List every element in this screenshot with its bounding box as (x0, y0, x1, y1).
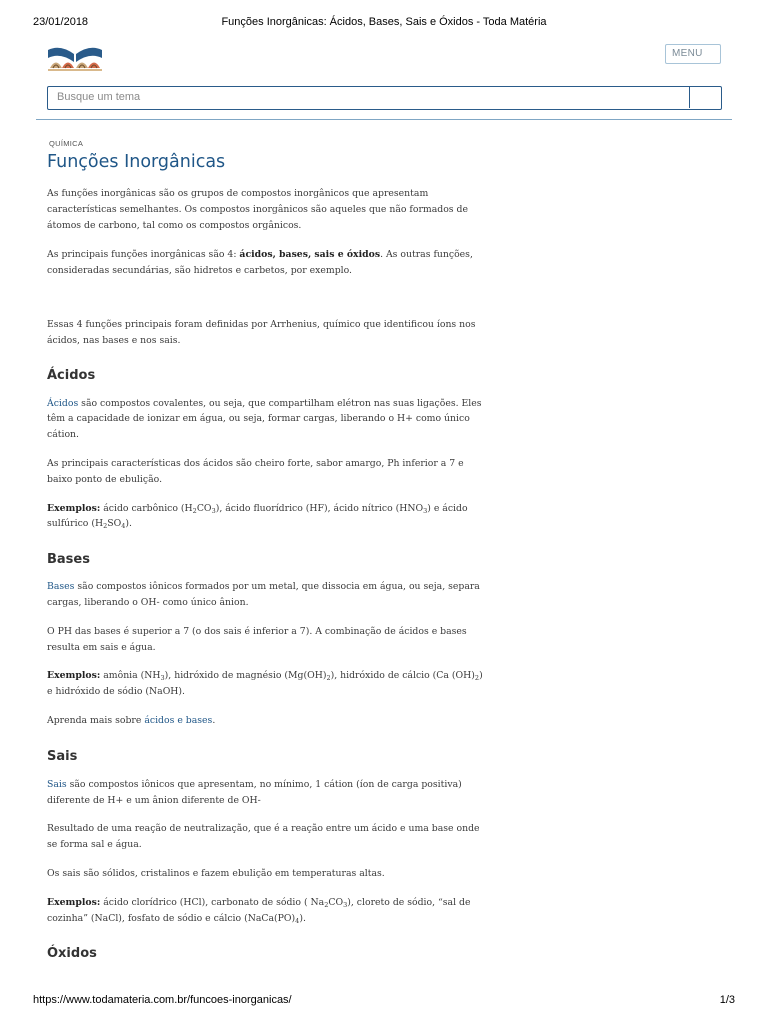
section-heading-oxidos: Óxidos (47, 946, 97, 962)
section-heading-sais: Sais (47, 748, 78, 764)
print-date: 23/01/2018 (33, 16, 89, 28)
example-text: ), cloreto de sódio, “sal de cozinha” (NaCl), fosfato de sódio e cálcio (NaCa(PO) (47, 896, 471, 924)
sais-paragraph-2: Resultado de uma reação de neutralização, que é a reação entre um ácido e uma base onde se forma sal e água. (47, 823, 480, 851)
examples-label: Exemplos: (47, 670, 101, 682)
acidos-paragraph-2: As principais características dos ácidos são cheiro forte, sabor amargo, Ph inferior a 7 e baixo ponto de ebulição. (47, 457, 464, 485)
intro-2-text: As principais funções inorgânicas são 4: (47, 249, 240, 261)
print-footer (0, 994, 768, 1010)
acidos-e-bases-link[interactable]: ácidos e bases (144, 714, 213, 726)
subscript: 2 (326, 674, 331, 683)
sais-paragraph-3: Os sais são sólidos, cristalinos e fazem ebulição em temperaturas altas. (47, 867, 385, 879)
example-text: ), hidróxido de magnésio (Mg(OH) (164, 670, 327, 682)
acidos-paragraph-1 (47, 396, 487, 443)
examples-label: Exemplos: (47, 896, 101, 908)
example-text: ), ácido fluorídrico (HF), ácido nítrico (HNO (215, 502, 424, 514)
bases-learn-more (47, 713, 487, 729)
intro-paragraph-3: Essas 4 funções principais foram definidas por Arrhenius, químico que identificou íons nos ácidos, nas bases e nos sais. (47, 318, 476, 346)
print-header (0, 16, 768, 32)
subscript: 3 (160, 674, 165, 683)
sais-paragraph-1 (47, 777, 487, 809)
category-label[interactable]: QUÍMICA (49, 139, 84, 148)
bases-paragraph-2: O PH das bases é superior a 7 (o dos sais é inferior a 7). A combinação de ácidos e bases resulta em sais e água. (47, 625, 467, 653)
intro-2-bold: ácidos, bases, sais e óxidos (239, 249, 381, 261)
acidos-p1-text: são compostos covalentes, ou seja, que compartilham elétron nas suas ligações. Eles têm a capacidade de ionizar em água, ou seja, formar cargas, liberando o H+ como único cátion. (47, 397, 482, 441)
bases-paragraph-1 (47, 579, 487, 611)
subscript: 3 (423, 506, 428, 515)
section-heading-acidos: Ácidos (47, 367, 96, 383)
example-text: ) e ácido sulfúrico (H (47, 502, 468, 530)
page-number: 1/3 (719, 994, 735, 1006)
search-button[interactable] (689, 87, 721, 108)
article-content (47, 186, 487, 963)
intro-paragraph-1: As funções inorgânicas são os grupos de compostos inorgânicos que apresentam características semelhantes. Os compostos inorgânicos são aqueles que não formados de átomos de carbono, tal como os compostos orgânicos. (47, 188, 468, 231)
bases-link[interactable]: Bases (47, 581, 75, 593)
learn-more-end: . (212, 714, 216, 726)
sais-examples (47, 895, 487, 927)
acidos-examples (47, 501, 487, 533)
example-text: CO (328, 896, 344, 908)
site-logo-icon[interactable] (46, 42, 104, 76)
print-url: https://www.todamateria.com.br/funcoes-inorganicas/ (33, 994, 292, 1006)
acidos-link[interactable]: Ácidos (47, 397, 79, 409)
search-input[interactable]: Busque um tema (57, 91, 141, 103)
header-divider (36, 119, 732, 120)
example-text: ). (299, 912, 306, 924)
sais-link[interactable]: Sais (47, 778, 67, 790)
examples-label: Exemplos: (47, 502, 101, 514)
bases-p1-text: são compostos iônicos formados por um metal, que dissocia em água, ou seja, separa cargas, liberando o OH- como único ânion. (47, 581, 480, 608)
section-heading-bases: Bases (47, 552, 90, 568)
subscript: 3 (211, 506, 216, 515)
subscript: 4 (295, 916, 300, 925)
intro-paragraph-2 (47, 247, 487, 279)
bases-examples (47, 668, 487, 700)
example-text: ), hidróxido de cálcio (Ca (OH) (330, 670, 475, 682)
learn-more-text: Aprenda mais sobre (47, 714, 145, 726)
search-box[interactable] (47, 86, 722, 110)
sais-p1-text: são compostos iônicos que apresentam, no mínimo, 1 cátion (íon de carga positiva) diferente de H+ e um ânion diferente de OH- (47, 778, 462, 806)
example-text: ) e hidróxido de sódio (NaOH). (47, 670, 483, 698)
subscript: 2 (103, 522, 108, 531)
subscript: 2 (474, 674, 480, 683)
subscript: 3 (343, 900, 348, 909)
subscript: 4 (121, 522, 126, 531)
example-text: CO (196, 502, 212, 514)
example-text: ácido clorídrico (HCl), carbonato de sódio ( Na (100, 896, 325, 908)
menu-button[interactable]: MENU (665, 44, 721, 64)
example-text: ). (125, 518, 132, 530)
example-text: amônia (NH (100, 670, 161, 682)
subscript: 2 (324, 900, 329, 909)
intro-2-text-end: . As outras funções, consideradas secundárias, são hidretos e carbetos, por exemplo. (47, 249, 473, 277)
print-document-title: Funções Inorgânicas: Ácidos, Bases, Sais e Óxidos - Toda Matéria (221, 16, 547, 28)
subscript: 2 (192, 506, 197, 515)
example-text: SO (107, 518, 122, 530)
page-title: Funções Inorgânicas (47, 152, 226, 172)
example-text: ácido carbônico (H (100, 502, 193, 514)
